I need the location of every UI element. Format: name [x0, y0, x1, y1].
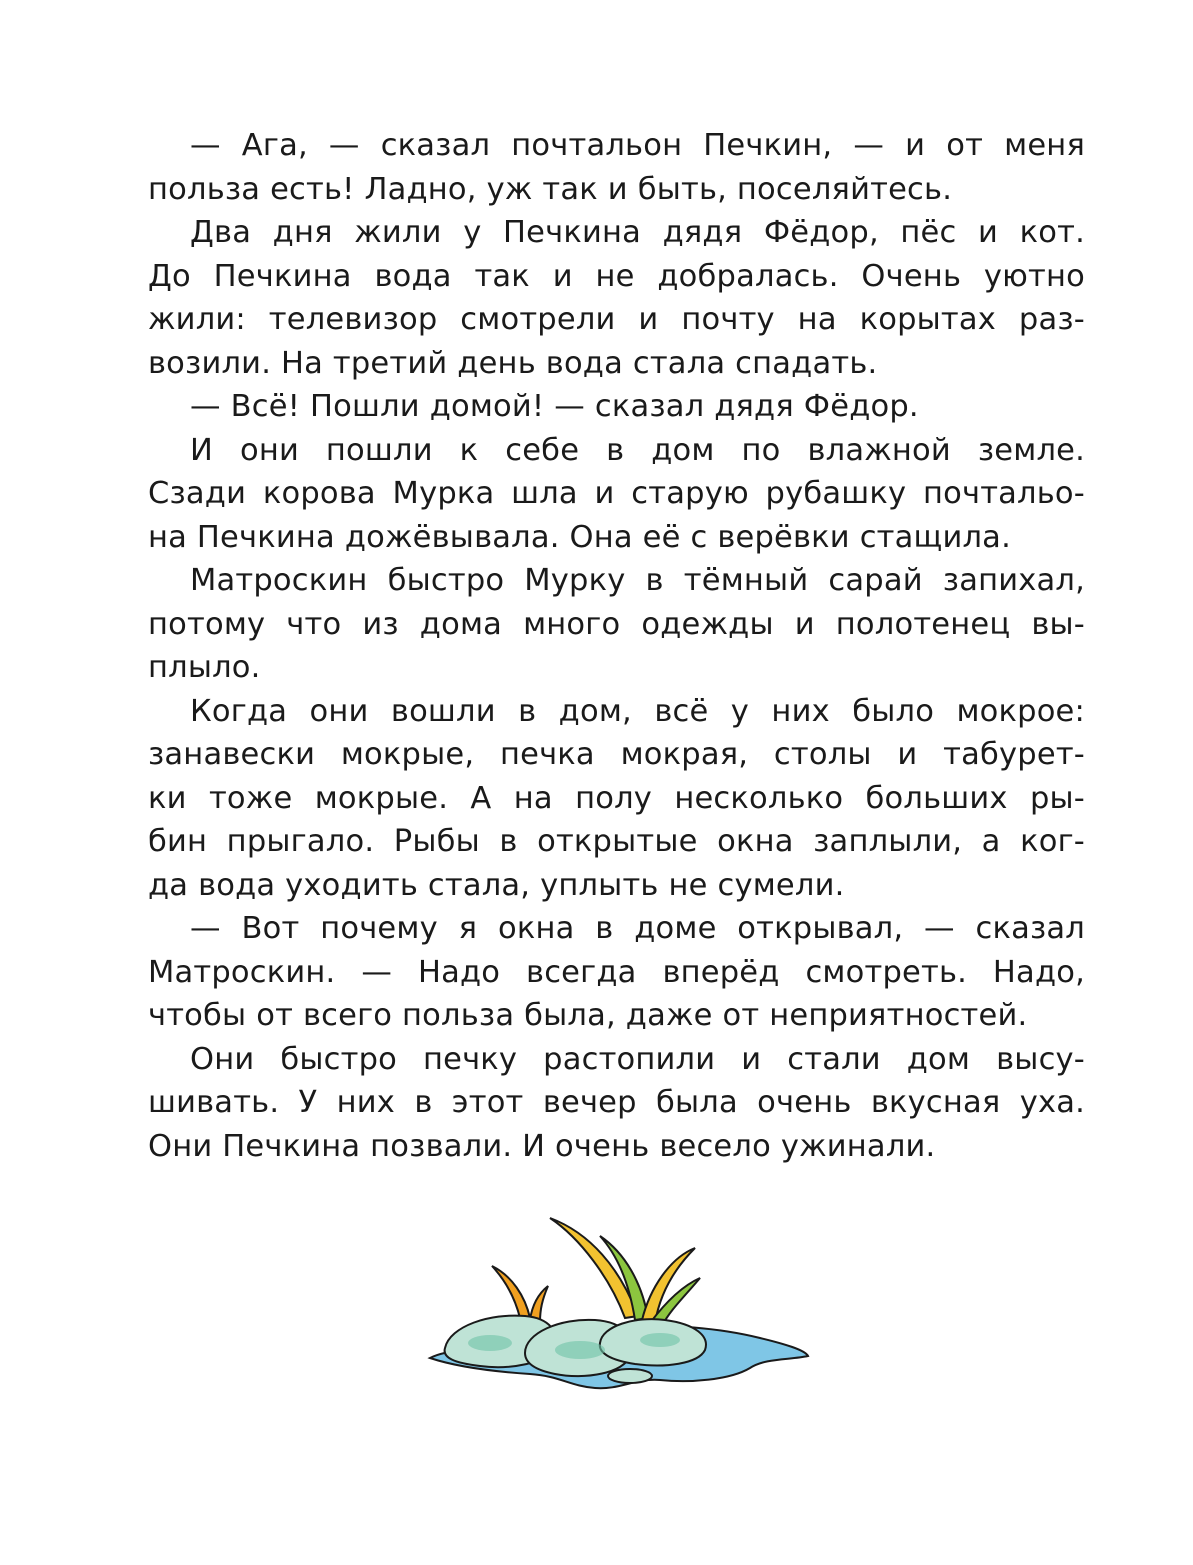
- text-line: возили. На третий день вода стала спадать.: [148, 345, 878, 381]
- text-line: Они Печкина позвали. И очень весело ужинали.: [148, 1128, 936, 1164]
- text-line: потому что из дома много одежды и полотенец вы-: [148, 606, 1085, 642]
- text-line: бин прыгало. Рыбы в открытые окна заплыли, а ког-: [148, 824, 1085, 859]
- text-line: жили: телевизор смотрели и почту на корытах раз-: [148, 302, 1085, 337]
- stone-highlight-3: [640, 1333, 680, 1347]
- text-line: До Печкина вода так и не добралась. Очень уютно: [148, 258, 1085, 294]
- pebble: [608, 1369, 652, 1383]
- text-line: — Ага, — сказал почтальон Печкин, — и от меня: [190, 128, 1085, 163]
- text-line: — Всё! Пошли домой! — сказал дядя Фёдор.: [190, 389, 919, 424]
- text-line: занавески мокрые, печка мокрая, столы и табурет-: [148, 737, 1085, 772]
- text-line: шивать. У них в этот вечер была очень вкусная уха.: [148, 1085, 1085, 1120]
- grass-blade-5: [492, 1266, 530, 1318]
- text-line: ки тоже мокрые. А на полу несколько больших ры-: [148, 780, 1085, 816]
- stone-highlight-1: [468, 1335, 512, 1351]
- text-line: Два дня жили у Печкина дядя Фёдор, пёс и кот.: [190, 215, 1085, 250]
- text-line: Матроскин. — Надо всегда вперёд смотреть. Надо,: [148, 954, 1085, 990]
- text-line: польза есть! Ладно, уж так и быть, поселяйтесь.: [148, 171, 953, 207]
- text-line: И они пошли к себе в дом по влажной земле.: [190, 432, 1085, 468]
- text-line: Они быстро печку растопили и стали дом высу-: [190, 1041, 1085, 1077]
- story-text: [148, 124, 1085, 1168]
- stone-highlight-2: [555, 1341, 605, 1359]
- grass-puddle-illustration: [420, 1208, 812, 1408]
- paragraph: [148, 907, 1085, 1038]
- text-line: Сзади корова Мурка шла и старую рубашку почтальо-: [148, 476, 1085, 511]
- paragraph: [148, 124, 1085, 211]
- paragraph: [148, 1038, 1085, 1169]
- paragraph: [148, 211, 1085, 385]
- paragraph: [148, 559, 1085, 690]
- text-line: — Вот почему я окна в доме открывал, — сказал: [190, 911, 1085, 946]
- paragraph: [148, 690, 1085, 908]
- paragraph: [148, 429, 1085, 560]
- text-line: Матроскин быстро Мурку в тёмный сарай запихал,: [190, 563, 1085, 598]
- text-line: на Печкина дожёвывала. Она её с верёвки стащила.: [148, 519, 1011, 555]
- text-line: плыло.: [148, 650, 261, 685]
- text-line: чтобы от всего польза была, даже от неприятностей.: [148, 998, 1028, 1033]
- paragraph: [148, 385, 1085, 429]
- text-line: Когда они вошли в дом, всё у них было мокрое:: [190, 693, 1085, 729]
- text-line: да вода уходить стала, уплыть не сумели.: [148, 867, 845, 903]
